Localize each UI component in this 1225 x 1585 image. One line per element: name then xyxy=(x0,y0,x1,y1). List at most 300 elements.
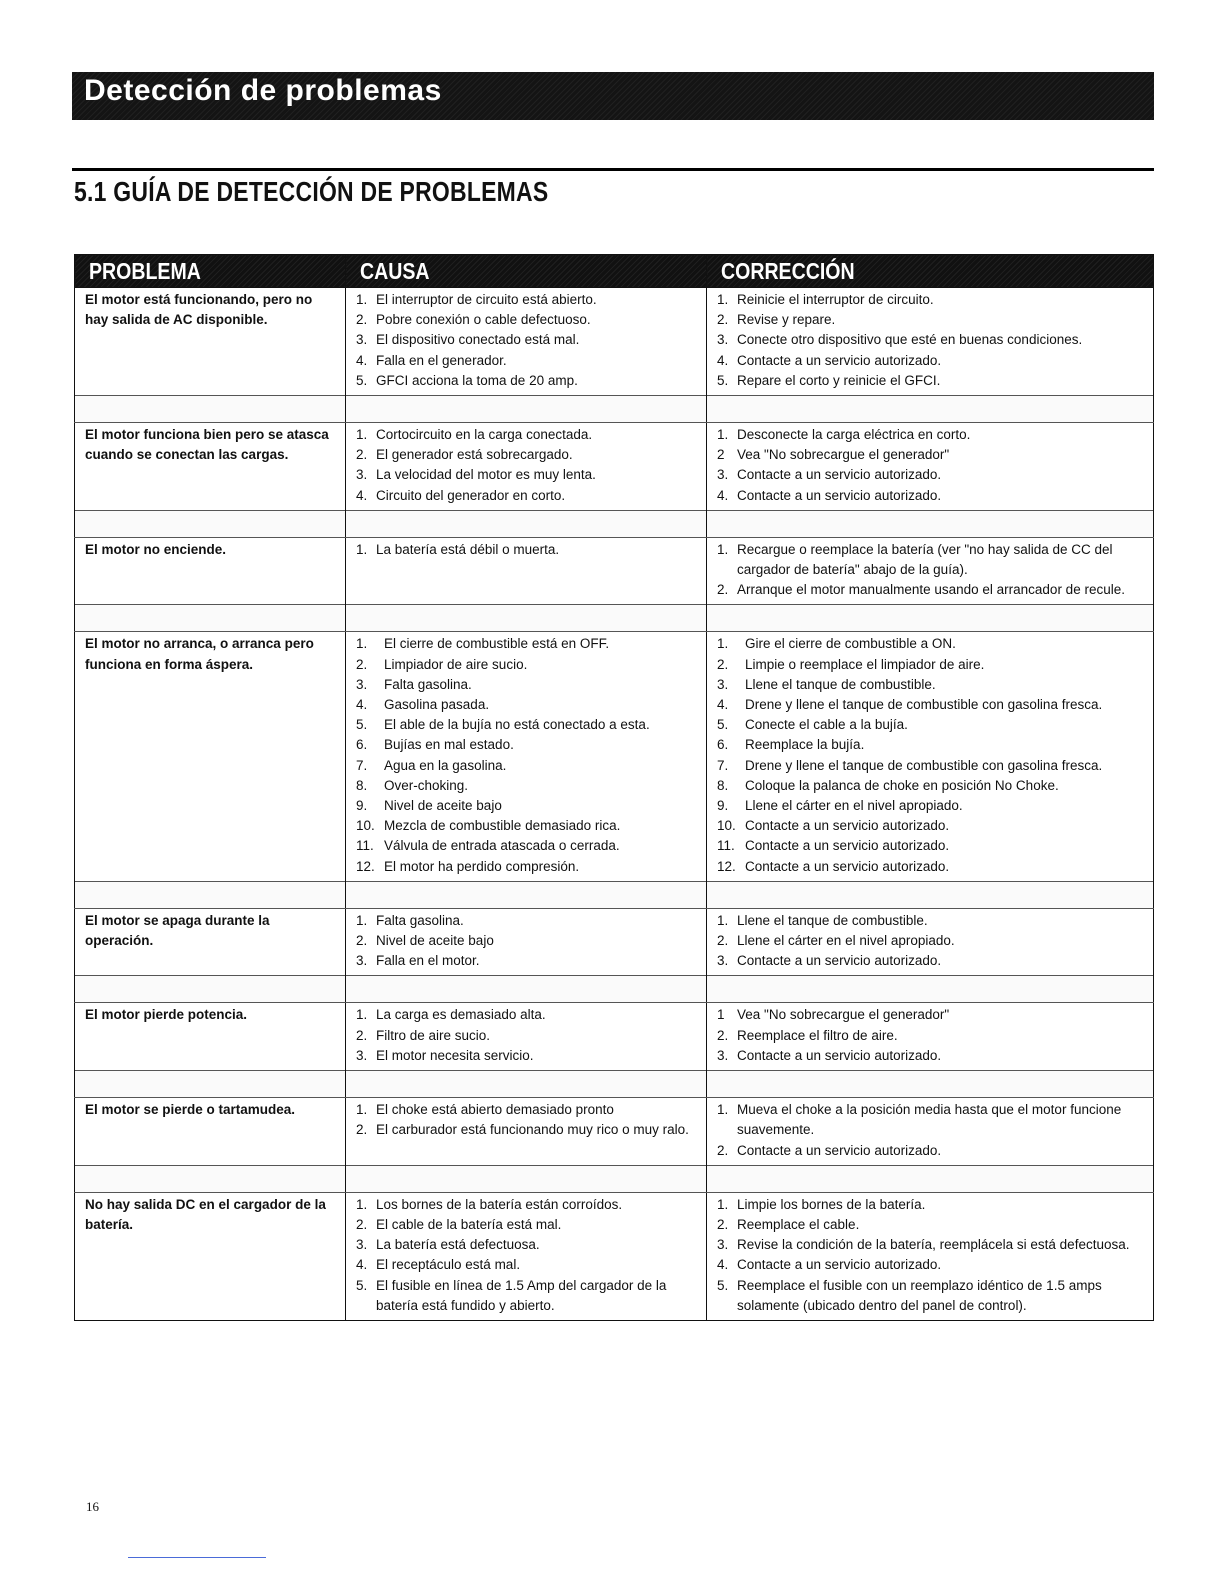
item-text: Reemplace el fusible con un reemplazo idéntico de 1.5 amps solamente (ubicado dentro del panel de control). xyxy=(737,1277,1102,1313)
item-number: 1. xyxy=(356,1102,368,1118)
list-item xyxy=(717,836,1145,856)
item-number: 1. xyxy=(356,636,368,652)
item-number: 3. xyxy=(717,1237,729,1253)
list-item xyxy=(717,1195,1145,1215)
list-item xyxy=(717,1235,1145,1255)
problem-cell: No hay salida DC en el cargador de la batería. xyxy=(75,1192,346,1320)
list-item xyxy=(356,445,698,465)
item-number: 1 xyxy=(717,1007,725,1023)
item-number: 10. xyxy=(717,818,736,834)
list-item xyxy=(717,330,1145,350)
problem-cell: El motor pierde potencia. xyxy=(75,1003,346,1071)
item-text: Bujías en mal estado. xyxy=(384,737,514,753)
item-number: 12. xyxy=(717,858,736,874)
item-number: 2. xyxy=(356,933,368,949)
item-number: 8. xyxy=(356,777,368,793)
cause-cell xyxy=(346,1098,707,1166)
item-text: Llene el cárter en el nivel apropiado. xyxy=(737,933,955,949)
correction-list xyxy=(717,1195,1145,1316)
item-text: Contacte a un servicio autorizado. xyxy=(745,838,950,854)
list-item xyxy=(717,445,1145,465)
separator-cell xyxy=(346,881,707,908)
item-text: La batería está débil o muerta. xyxy=(376,541,560,557)
list-item xyxy=(356,695,698,715)
header-correction: CORRECCIÓN xyxy=(707,255,1154,288)
item-text: Limpie los bornes de la batería. xyxy=(737,1196,926,1212)
row-separator xyxy=(75,396,1154,423)
item-number: 2. xyxy=(356,1122,368,1138)
item-text: Contacte a un servicio autorizado. xyxy=(737,953,942,969)
list-item xyxy=(356,857,698,877)
list-item xyxy=(717,951,1145,971)
list-item xyxy=(356,776,698,796)
list-item xyxy=(717,911,1145,931)
item-text: Mezcla de combustible demasiado rica. xyxy=(384,818,621,834)
list-item xyxy=(356,371,698,391)
item-number: 4. xyxy=(356,697,368,713)
item-number: 3. xyxy=(356,953,368,969)
separator-cell xyxy=(707,510,1154,537)
list-item xyxy=(717,1026,1145,1046)
list-item xyxy=(356,756,698,776)
item-text: Drene y llene el tanque de combustible con gasolina fresca. xyxy=(745,757,1103,773)
item-text: Over-choking. xyxy=(384,777,469,793)
list-item xyxy=(356,310,698,330)
list-item xyxy=(717,715,1145,735)
list-item xyxy=(717,1276,1145,1316)
item-number: 11. xyxy=(356,838,374,854)
item-number: 3. xyxy=(356,332,368,348)
problem-cell: El motor no arranca, o arranca pero funciona en forma áspera. xyxy=(75,632,346,881)
list-item xyxy=(356,715,698,735)
header-cause: CAUSA xyxy=(346,255,707,288)
item-number: 5. xyxy=(717,717,729,733)
list-item xyxy=(356,634,698,654)
list-item xyxy=(356,1255,698,1275)
item-text: Reemplace el cable. xyxy=(737,1216,860,1232)
list-item xyxy=(356,486,698,506)
footer-line xyxy=(128,1557,266,1558)
item-number: 2. xyxy=(717,1142,729,1158)
item-number: 2. xyxy=(356,656,368,672)
item-text: El choke está abierto demasiado pronto xyxy=(376,1102,614,1118)
item-number: 3. xyxy=(356,467,368,483)
table-body xyxy=(75,288,1154,1321)
separator-cell xyxy=(75,605,346,632)
item-text: La carga es demasiado alta. xyxy=(376,1007,546,1023)
problem-cell: El motor no enciende. xyxy=(75,537,346,605)
item-text: Limpiador de aire sucio. xyxy=(384,656,528,672)
correction-cell xyxy=(707,908,1154,976)
item-number: 5. xyxy=(717,372,729,388)
correction-list xyxy=(717,1005,1145,1066)
item-text: Nivel de aceite bajo xyxy=(384,798,502,814)
section-title: 5.1 GUÍA DE DETECCIÓN DE PROBLEMAS xyxy=(74,176,549,207)
item-number: 3. xyxy=(356,1237,368,1253)
cause-cell xyxy=(346,908,707,976)
list-item xyxy=(356,931,698,951)
section-banner xyxy=(72,72,1154,120)
list-item xyxy=(717,1100,1145,1140)
list-item xyxy=(356,1100,698,1120)
item-number: 9. xyxy=(356,798,368,814)
separator-cell xyxy=(75,976,346,1003)
table-row xyxy=(75,1003,1154,1071)
correction-list xyxy=(717,1100,1145,1161)
item-text: El receptáculo está mal. xyxy=(376,1257,521,1273)
item-text: Mueva el choke a la posición media hasta que el motor funcione suavemente. xyxy=(737,1102,1122,1138)
item-text: La velocidad del motor es muy lenta. xyxy=(376,467,596,483)
list-item xyxy=(717,351,1145,371)
list-item xyxy=(717,371,1145,391)
item-number: 4. xyxy=(356,352,368,368)
cause-list xyxy=(356,1195,698,1316)
item-number: 1. xyxy=(717,1196,729,1212)
list-item xyxy=(717,735,1145,755)
list-item xyxy=(356,816,698,836)
problem-cell: El motor se pierde o tartamudea. xyxy=(75,1098,346,1166)
correction-cell xyxy=(707,632,1154,881)
list-item xyxy=(356,735,698,755)
item-number: 3. xyxy=(356,1047,368,1063)
list-item xyxy=(356,675,698,695)
item-text: El motor necesita servicio. xyxy=(376,1047,534,1063)
list-item xyxy=(356,540,698,560)
list-item xyxy=(356,1235,698,1255)
correction-list xyxy=(717,290,1145,391)
item-text: Reinicie el interruptor de circuito. xyxy=(737,292,934,307)
list-item xyxy=(356,911,698,931)
item-text: La batería está defectuosa. xyxy=(376,1237,540,1253)
row-separator xyxy=(75,1071,1154,1098)
row-separator xyxy=(75,976,1154,1003)
item-number: 1. xyxy=(717,541,729,557)
list-item xyxy=(356,1026,698,1046)
item-text: Gire el cierre de combustible a ON. xyxy=(745,636,956,652)
list-item xyxy=(717,695,1145,715)
item-number: 6. xyxy=(717,737,729,753)
item-number: 4. xyxy=(717,487,729,503)
cause-list xyxy=(356,634,698,876)
item-text: El able de la bujía no está conectado a esta. xyxy=(384,717,650,733)
correction-list xyxy=(717,911,1145,972)
item-text: Falta gasolina. xyxy=(376,912,464,928)
item-text: Falla en el motor. xyxy=(376,953,480,969)
cause-cell xyxy=(346,423,707,511)
item-text: Contacte a un servicio autorizado. xyxy=(737,1047,942,1063)
item-text: Recargue o reemplace la batería (ver "no hay salida de CC del cargador de batería" abajo de la guía). xyxy=(737,541,1113,578)
table-row xyxy=(75,288,1154,396)
list-item xyxy=(717,776,1145,796)
item-number: 5. xyxy=(356,717,368,733)
item-number: 9. xyxy=(717,798,729,814)
troubleshooting-table xyxy=(74,254,1154,1321)
item-number: 4. xyxy=(356,487,368,503)
item-number: 4. xyxy=(717,697,729,713)
list-item xyxy=(356,425,698,445)
list-item xyxy=(356,951,698,971)
item-number: 3. xyxy=(717,676,729,692)
correction-cell xyxy=(707,288,1154,396)
item-text: Contacte a un servicio autorizado. xyxy=(737,1257,942,1273)
cause-list xyxy=(356,1005,698,1066)
list-item xyxy=(717,931,1145,951)
cause-cell xyxy=(346,632,707,881)
item-number: 4. xyxy=(717,352,729,368)
item-number: 10. xyxy=(356,818,375,834)
separator-cell xyxy=(346,976,707,1003)
item-text: Gasolina pasada. xyxy=(384,697,490,713)
item-number: 2. xyxy=(717,1216,729,1232)
list-item xyxy=(356,836,698,856)
item-number: 3. xyxy=(717,467,729,483)
item-text: Limpie o reemplace el limpiador de aire. xyxy=(745,656,985,672)
item-number: 3. xyxy=(717,332,729,348)
item-text: Contacte a un servicio autorizado. xyxy=(745,818,950,834)
item-text: Contacte a un servicio autorizado. xyxy=(745,858,950,874)
list-item xyxy=(356,655,698,675)
cause-cell xyxy=(346,537,707,605)
item-text: Coloque la palanca de choke en posición No Choke. xyxy=(745,777,1059,793)
item-text: El carburador está funcionando muy rico o muy ralo. xyxy=(376,1122,689,1138)
separator-cell xyxy=(707,1071,1154,1098)
header-problem: PROBLEMA xyxy=(75,255,346,288)
list-item xyxy=(356,1215,698,1235)
item-number: 4. xyxy=(356,1257,368,1273)
title-rule xyxy=(72,168,1154,171)
table-row xyxy=(75,1098,1154,1166)
item-number: 1. xyxy=(356,541,368,557)
item-text: El motor ha perdido compresión. xyxy=(384,858,580,874)
table-row xyxy=(75,537,1154,605)
table-row xyxy=(75,908,1154,976)
row-separator xyxy=(75,510,1154,537)
list-item xyxy=(356,1046,698,1066)
item-number: 1. xyxy=(717,1102,729,1118)
list-item xyxy=(356,1276,698,1316)
list-item xyxy=(717,1005,1145,1025)
list-item xyxy=(717,655,1145,675)
row-separator xyxy=(75,1165,1154,1192)
cause-list xyxy=(356,540,698,560)
item-number: 2. xyxy=(717,656,729,672)
item-text: Llene el tanque de combustible. xyxy=(737,912,928,928)
item-number: 2. xyxy=(356,312,368,328)
item-text: Reemplace el filtro de aire. xyxy=(737,1027,898,1043)
list-item xyxy=(356,290,698,310)
list-item xyxy=(717,1046,1145,1066)
item-text: El fusible en línea de 1.5 Amp del cargador de la batería está fundido y abierto. xyxy=(376,1277,667,1313)
item-text: Vea "No sobrecargue el generador" xyxy=(737,447,950,463)
separator-cell xyxy=(75,881,346,908)
correction-cell xyxy=(707,1098,1154,1166)
item-number: 12. xyxy=(356,858,375,874)
correction-cell xyxy=(707,1003,1154,1071)
list-item xyxy=(717,580,1145,600)
list-item xyxy=(356,1005,698,1025)
list-item xyxy=(356,465,698,485)
item-number: 1. xyxy=(356,427,368,443)
page-number: 16 xyxy=(86,1499,99,1514)
item-text: GFCI acciona la toma de 20 amp. xyxy=(376,372,578,388)
list-item xyxy=(356,796,698,816)
item-text: Reemplace la bujía. xyxy=(745,737,865,753)
item-number: 2. xyxy=(717,933,729,949)
item-number: 7. xyxy=(717,757,729,773)
correction-cell xyxy=(707,537,1154,605)
item-number: 5. xyxy=(717,1277,729,1293)
correction-list xyxy=(717,634,1145,876)
list-item xyxy=(356,1195,698,1215)
problem-cell: El motor está funcionando, pero no hay salida de AC disponible. xyxy=(75,288,346,396)
separator-cell xyxy=(75,510,346,537)
correction-list xyxy=(717,540,1145,601)
table-row xyxy=(75,632,1154,881)
item-number: 2. xyxy=(356,447,368,463)
item-text: Los bornes de la batería están corroídos. xyxy=(376,1196,623,1212)
separator-cell xyxy=(346,396,707,423)
row-separator xyxy=(75,605,1154,632)
item-number: 1. xyxy=(356,1196,368,1212)
list-item xyxy=(356,330,698,350)
cause-cell xyxy=(346,288,707,396)
list-item xyxy=(717,816,1145,836)
table-row xyxy=(75,1192,1154,1320)
cause-list xyxy=(356,425,698,506)
item-number: 1. xyxy=(356,912,368,928)
item-number: 5. xyxy=(356,372,368,388)
item-text: Revise la condición de la batería, reemplácela si está defectuosa. xyxy=(737,1237,1130,1253)
problem-cell: El motor funciona bien pero se atasca cuando se conectan las cargas. xyxy=(75,423,346,511)
item-number: 1. xyxy=(356,292,368,307)
item-number: 1. xyxy=(356,1007,368,1023)
list-item xyxy=(717,756,1145,776)
cause-list xyxy=(356,911,698,972)
item-number: 7. xyxy=(356,757,368,773)
item-number: 11. xyxy=(717,838,735,854)
item-text: Contacte a un servicio autorizado. xyxy=(737,352,942,368)
separator-cell xyxy=(75,396,346,423)
list-item xyxy=(717,540,1145,580)
item-number: 1. xyxy=(717,427,729,443)
item-text: Contacte a un servicio autorizado. xyxy=(737,487,942,503)
list-item xyxy=(717,675,1145,695)
list-item xyxy=(717,796,1145,816)
item-number: 2. xyxy=(717,1027,729,1043)
item-text: Falta gasolina. xyxy=(384,676,472,692)
item-text: Llene el cárter en el nivel apropiado. xyxy=(745,798,963,814)
item-text: Pobre conexión o cable defectuoso. xyxy=(376,312,591,328)
item-text: Contacte a un servicio autorizado. xyxy=(737,1142,942,1158)
separator-cell xyxy=(707,396,1154,423)
banner-title: Detección de problemas xyxy=(84,74,442,107)
item-number: 4. xyxy=(717,1257,729,1273)
item-number: 1. xyxy=(717,292,729,307)
problem-cell: El motor se apaga durante la operación. xyxy=(75,908,346,976)
separator-cell xyxy=(707,881,1154,908)
list-item xyxy=(717,465,1145,485)
item-number: 2. xyxy=(717,582,729,598)
list-item xyxy=(717,1255,1145,1275)
item-text: Conecte el cable a la bujía. xyxy=(745,717,908,733)
item-number: 6. xyxy=(356,737,368,753)
separator-cell xyxy=(707,976,1154,1003)
list-item xyxy=(717,634,1145,654)
item-text: Desconecte la carga eléctrica en corto. xyxy=(737,427,971,443)
separator-cell xyxy=(75,1165,346,1192)
item-text: Llene el tanque de combustible. xyxy=(745,676,936,692)
separator-cell xyxy=(346,605,707,632)
separator-cell xyxy=(346,1165,707,1192)
item-text: Circuito del generador en corto. xyxy=(376,487,566,503)
item-number: 2. xyxy=(356,1216,368,1232)
item-text: Falla en el generador. xyxy=(376,352,507,368)
item-text: El cierre de combustible está en OFF. xyxy=(384,636,610,652)
item-number: 8. xyxy=(717,777,729,793)
item-number: 2. xyxy=(356,1027,368,1043)
list-item xyxy=(717,1141,1145,1161)
item-text: Revise y repare. xyxy=(737,312,836,328)
item-text: Conecte otro dispositivo que esté en buenas condiciones. xyxy=(737,332,1083,348)
list-item xyxy=(717,486,1145,506)
item-text: Válvula de entrada atascada o cerrada. xyxy=(384,838,620,854)
correction-cell xyxy=(707,1192,1154,1320)
correction-cell xyxy=(707,423,1154,511)
item-number: 2 xyxy=(717,447,725,463)
item-text: Arranque el motor manualmente usando el arrancador de recule. xyxy=(737,582,1125,598)
item-number: 3. xyxy=(717,1047,729,1063)
list-item xyxy=(717,290,1145,310)
cause-list xyxy=(356,290,698,391)
item-text: El interruptor de circuito está abierto. xyxy=(376,292,597,307)
separator-cell xyxy=(707,605,1154,632)
list-item xyxy=(717,425,1145,445)
cause-cell xyxy=(346,1003,707,1071)
item-text: Repare el corto y reinicie el GFCI. xyxy=(737,372,941,388)
separator-cell xyxy=(75,1071,346,1098)
item-number: 1. xyxy=(717,912,729,928)
table-header-row xyxy=(75,255,1154,288)
separator-cell xyxy=(346,510,707,537)
item-text: Drene y llene el tanque de combustible con gasolina fresca. xyxy=(745,697,1103,713)
cause-list xyxy=(356,1100,698,1140)
item-number: 2. xyxy=(717,312,729,328)
list-item xyxy=(356,351,698,371)
item-text: Agua en la gasolina. xyxy=(384,757,507,773)
item-text: Nivel de aceite bajo xyxy=(376,933,494,949)
cause-cell xyxy=(346,1192,707,1320)
item-text: Filtro de aire sucio. xyxy=(376,1027,491,1043)
list-item xyxy=(717,857,1145,877)
list-item xyxy=(717,1215,1145,1235)
item-number: 3. xyxy=(356,676,368,692)
table-row xyxy=(75,423,1154,511)
item-number: 1. xyxy=(717,636,729,652)
separator-cell xyxy=(346,1071,707,1098)
row-separator xyxy=(75,881,1154,908)
separator-cell xyxy=(707,1165,1154,1192)
list-item xyxy=(356,1120,698,1140)
item-text: El generador está sobrecargado. xyxy=(376,447,573,463)
item-number: 5. xyxy=(356,1277,368,1293)
item-text: El cable de la batería está mal. xyxy=(376,1216,562,1232)
correction-list xyxy=(717,425,1145,506)
list-item xyxy=(717,310,1145,330)
item-text: Cortocircuito en la carga conectada. xyxy=(376,427,593,443)
item-text: El dispositivo conectado está mal. xyxy=(376,332,580,348)
item-number: 3. xyxy=(717,953,729,969)
item-text: Vea "No sobrecargue el generador" xyxy=(737,1007,950,1023)
